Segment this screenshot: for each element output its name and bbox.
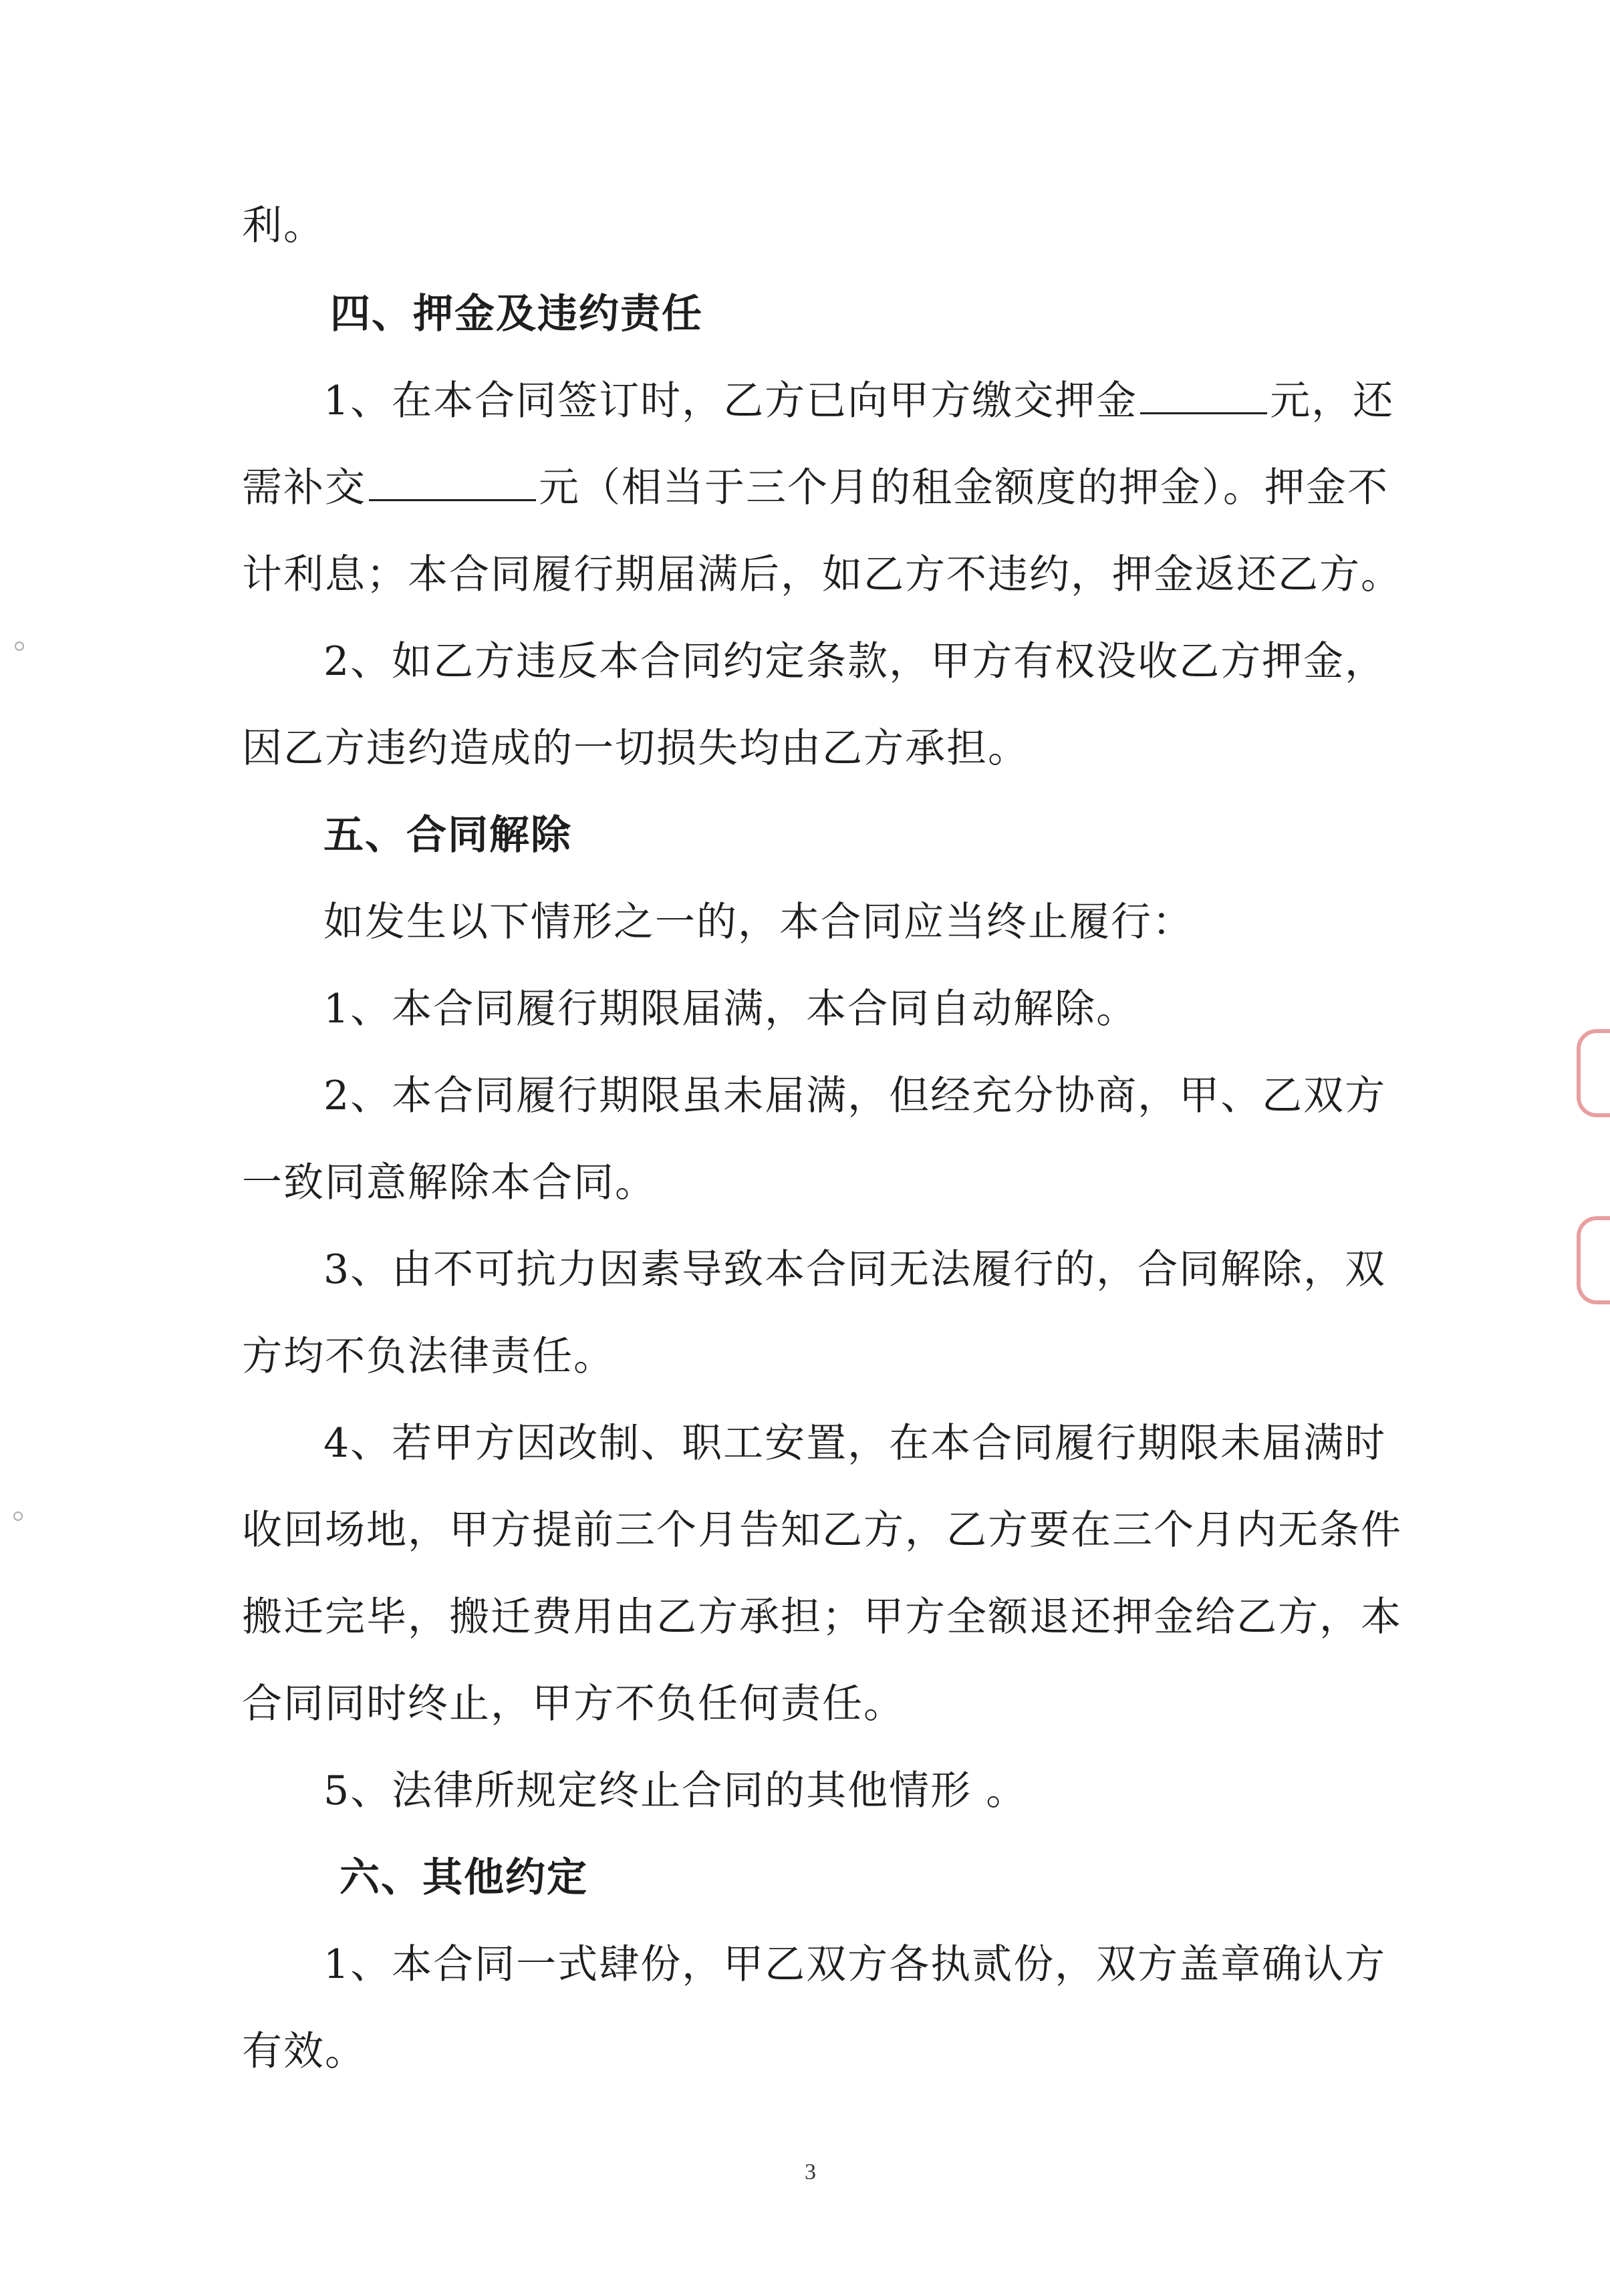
scan-speck [15, 641, 24, 651]
text-fragment: 元，还 [1270, 378, 1395, 424]
text-fragment: 元（相当于三个月的租金额度的押金）。押金不 [539, 464, 1389, 511]
paragraph-line: 因乙方违约造成的一切损失均由乙方承担。 [242, 725, 1029, 772]
paragraph-line: 2、如乙方违反本合同约定条款，甲方有权没收乙方押金， [323, 638, 1387, 685]
paragraph-line [323, 376, 1394, 426]
page-number: 3 [805, 2160, 816, 2184]
paragraph-line: 如发生以下情形之一的，本合同应当终止履行： [323, 899, 1194, 946]
paragraph-line: 有效。 [242, 2028, 366, 2075]
deposit-paid-blank [1140, 378, 1267, 414]
paragraph-line: 方均不负法律责任。 [242, 1333, 615, 1380]
paragraph-line [242, 462, 1389, 513]
paragraph-line: 1、本合同履行期限届满，本合同自动解除。 [323, 986, 1138, 1032]
paragraph-line: 搬迁完毕，搬迁费用由乙方承担；甲方全额退还押金给乙方，本 [242, 1594, 1402, 1640]
paragraph-line: 收回场地，甲方提前三个月告知乙方，乙方要在三个月内无条件 [242, 1507, 1402, 1554]
paragraph-line: 利。 [242, 202, 325, 249]
section-heading-termination: 五、合同解除 [323, 812, 572, 859]
section-heading-deposit: 四、押金及违约责任 [330, 291, 703, 337]
paragraph-line: 1、本合同一式肆份，甲乙双方各执贰份，双方盖章确认方 [323, 1941, 1387, 1988]
paragraph-line: 2、本合同履行期限虽未届满，但经充分协商，甲、乙双方 [323, 1072, 1387, 1119]
seal-stamp [1557, 1016, 1610, 1336]
paragraph-line: 一致同意解除本合同。 [242, 1159, 656, 1206]
paragraph-line: 3、由不可抗力因素导致本合同无法履行的，合同解除，双 [323, 1246, 1387, 1293]
seal-mark [1577, 1216, 1610, 1304]
text-fragment: 需补交 [242, 464, 366, 511]
paragraph-line: 合同同时终止，甲方不负任何责任。 [242, 1681, 905, 1727]
scan-speck [13, 1512, 23, 1521]
deposit-due-blank [369, 464, 536, 501]
paragraph-line: 5、法律所规定终止合同的其他情形 。 [323, 1767, 1028, 1814]
paragraph-line: 4、若甲方因改制、职工安置，在本合同履行期限未届满时 [323, 1420, 1387, 1467]
section-heading-other: 六、其他约定 [340, 1854, 588, 1901]
text-fragment: 1、在本合同签订时，乙方已向甲方缴交押金 [323, 378, 1138, 424]
seal-mark [1577, 1029, 1610, 1117]
paragraph-line: 计利息；本合同履行期届满后，如乙方不违约，押金返还乙方。 [242, 551, 1402, 598]
